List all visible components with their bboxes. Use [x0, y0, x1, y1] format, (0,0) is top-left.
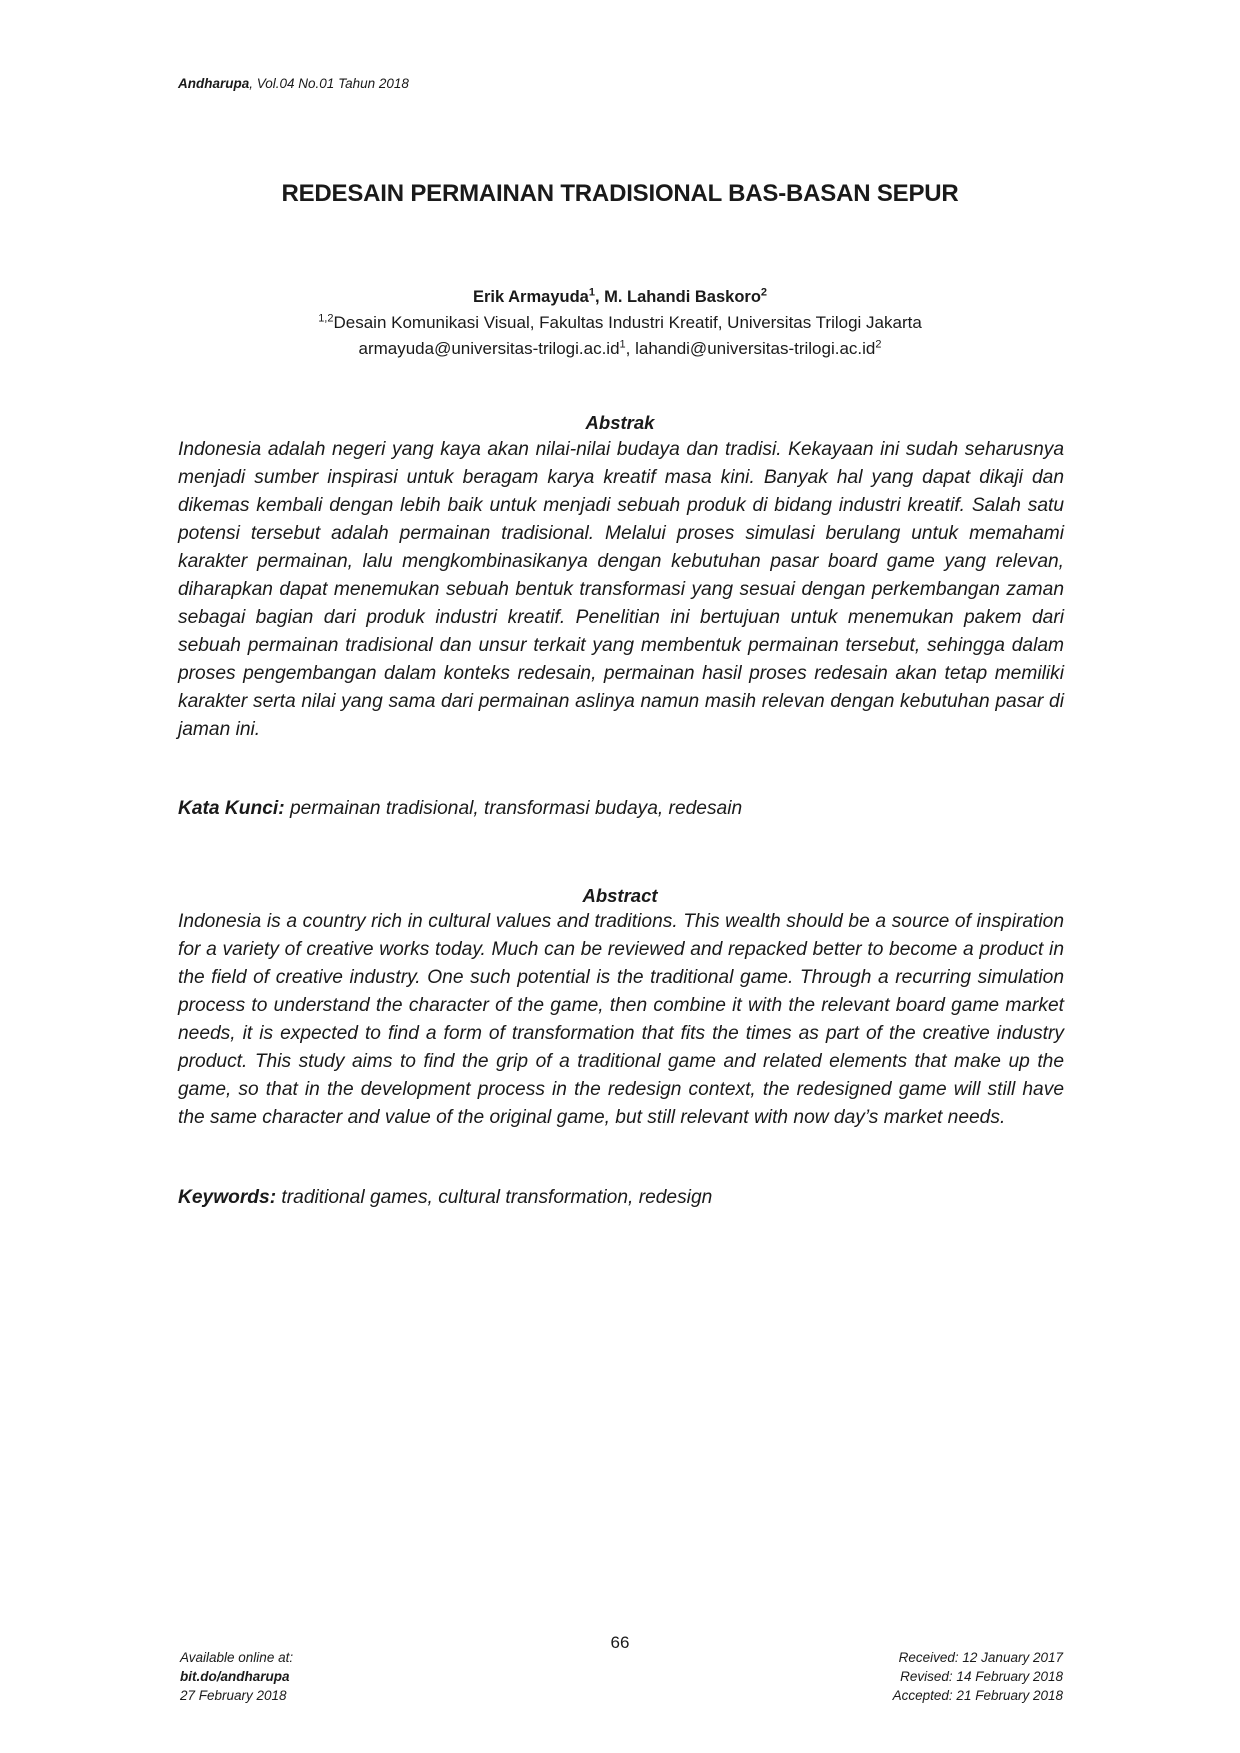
- email-separator: ,: [625, 339, 636, 358]
- abstract-heading: Abstract: [582, 885, 658, 906]
- affiliation-mark: 1,2: [318, 312, 334, 325]
- abstract-body: Indonesia is a country rich in cultural values and traditions. This wealth should be a source of inspiration for a variety of creative works today. Much can be reviewed and repacked better to become a product in the field of creative industry. One such potential is the traditional game. Through a recurring simulation process to understand the character of the game, then combine it with the relevant board game market needs, it is expected to find a form of transformation that fits the times as part of the creative industry product. This study aims to find the grip of a traditional game and related elements that make up the game, so that in the development process in the redesign context, the redesigned game will still have the same character and value of the original game, but still relevant with now day’s market needs.: [178, 911, 1064, 1128]
- keywords: [178, 1187, 1064, 1209]
- journal-name: Andharupa: [178, 76, 250, 91]
- footer-publish-date: 27 February 2018: [180, 1688, 287, 1703]
- author-separator: ,: [594, 288, 605, 306]
- email-address: lahandi@universitas-trilogi.ac.id: [635, 339, 876, 358]
- abstrak-heading: Abstrak: [585, 412, 655, 433]
- email-mark: 2: [875, 338, 882, 351]
- email-address: armayuda@universitas-trilogi.ac.id: [358, 339, 620, 358]
- journal-issue: , Vol.04 No.01 Tahun 2018: [249, 76, 409, 91]
- revised-date: Revised: 14 February 2018: [900, 1669, 1063, 1684]
- footer-url: bit.do/andharupa: [180, 1669, 290, 1684]
- author-name: M. Lahandi Baskoro: [604, 288, 761, 306]
- kata-kunci-label: Kata Kunci:: [178, 798, 285, 819]
- email-mark: 1: [619, 338, 626, 351]
- page-number: 66: [610, 1633, 630, 1652]
- affiliation: [0, 313, 1240, 333]
- author-emails: [0, 339, 1240, 359]
- author-name: Erik Armayuda: [472, 288, 589, 306]
- author-list: [0, 288, 1240, 307]
- author-affiliation-mark: 2: [760, 286, 768, 299]
- footer-dates: [893, 1648, 1063, 1705]
- received-date: Received: 12 January 2017: [898, 1650, 1063, 1665]
- author-affiliation-mark: 1: [588, 286, 595, 299]
- keywords-label: Keywords:: [178, 1187, 277, 1208]
- kata-kunci-list: permainan tradisional, transformasi budaya, redesain: [284, 798, 743, 819]
- paper-title: REDESAIN PERMAINAN TRADISIONAL BAS-BASAN SEPUR: [281, 180, 959, 207]
- running-head: [178, 76, 409, 91]
- kata-kunci: [178, 798, 1064, 820]
- accepted-date: Accepted: 21 February 2018: [892, 1688, 1063, 1703]
- affiliation-text: Desain Komunikasi Visual, Fakultas Industri Kreatif, Universitas Trilogi Jakarta: [333, 313, 922, 332]
- footer-available-label: Available online at:: [180, 1650, 294, 1665]
- footer-availability: [180, 1648, 293, 1705]
- abstrak-body: Indonesia adalah negeri yang kaya akan nilai-nilai budaya dan tradisi. Kekayaan ini sudah seharusnya menjadi sumber inspirasi untuk beragam karya kreatif masa kini. Banyak hal yang dapat dikaji dan dikemas kembali dengan lebih baik untuk menjadi sebuah produk di bidang industri kreatif. Salah satu potensi tersebut adalah permainan tradisional. Melalui proses simulasi berulang untuk memahami karakter permainan, lalu mengkombinasikanya dengan kebutuhan pasar board game yang relevan, diharapkan dapat menemukan sebuah bentuk transformasi yang sesuai dengan perkembangan zaman sebagai bagian dari produk industri kreatif. Penelitian ini bertujuan untuk menemukan pakem dari sebuah permainan tradisional dan unsur terkait yang membentuk permainan tersebut, sehingga dalam proses pengembangan dalam konteks redesain, permainan hasil proses redesain akan tetap memiliki karakter serta nilai yang sama dari permainan aslinya namun masih relevan dengan kebutuhan pasar di jaman ini.: [178, 439, 1064, 740]
- keywords-list: traditional games, cultural transformation, redesign: [276, 1187, 713, 1208]
